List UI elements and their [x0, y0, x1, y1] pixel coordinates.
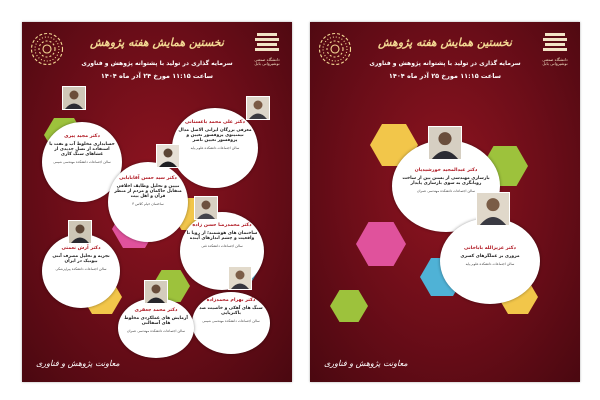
speaker-photo [476, 192, 510, 226]
speaker-card [440, 218, 540, 304]
poster-subtitle: سرمایه گذاری در تولید با پشتوانه پژوهش و فناوری [369, 60, 521, 67]
person-photo-icon [63, 87, 85, 109]
speaker-card [172, 108, 258, 188]
poster-footer: معاونت پژوهش و فناوری [36, 359, 120, 368]
speaker-photo [228, 266, 252, 290]
university-name: دانشگاه صنعتی نوشیروانی بابل [254, 57, 280, 67]
person-photo-icon [247, 97, 269, 119]
speaker-photo [194, 196, 218, 220]
speaker-venue: سالن اجتماعات دانشکده مهندسی شیمی [202, 319, 260, 324]
speaker-topic: سنگ های آهکی و خاصیت ضد باکتریایی [199, 305, 263, 316]
speaker-card [42, 234, 120, 308]
decor-hex-green [330, 290, 368, 322]
person-photo-icon [145, 281, 167, 303]
poster-time: ساعت ۱۱:۱۵ مورخ ۲۵ آذر ماه ۱۴۰۴ [388, 72, 502, 80]
speaker-name: دکتر عزیزالله باباخانی [463, 246, 516, 251]
speaker-venue: ساختمان خیام کلاس ۳ [132, 202, 164, 207]
poster-subtitle: سرمایه گذاری در تولید با پشتوانه پژوهش و فناوری [81, 60, 233, 67]
person-photo-icon [229, 267, 251, 289]
speaker-topic: مروری بر عملگرهای کسری [460, 253, 520, 259]
speaker-venue: سالن اجتماعات دانشکده علوم پایه [465, 261, 515, 266]
poster-right [310, 22, 580, 382]
speaker-topic: ساختمان های هوشمند؛ از رویا تا واقعیت و چشم اندازهای آینده [186, 230, 258, 241]
speaker-name: دکتر عبدالمجید خورشیدیان [414, 168, 478, 173]
speaker-venue: سالن اجتماعات دانشکده مهندسی شیمی [53, 160, 111, 165]
speaker-venue: سالن اجتماعات دانشکده مهندسی عمران [416, 189, 476, 194]
speaker-venue: سالن اجتماعات دانشکده فنی [201, 244, 243, 249]
speaker-name: دکتر آرش نعمتی [61, 246, 101, 251]
decor-hex-pink [356, 222, 406, 266]
speaker-photo [144, 280, 168, 304]
speaker-venue: سالن اجتماعات دانشکده پیراپزشکی [55, 267, 107, 272]
person-photo-icon [429, 127, 461, 159]
person-photo-icon [157, 145, 179, 167]
poster-title: نخستین همایش هفته پژوهش [378, 36, 512, 49]
poster-time: ساعت ۱۱:۱۵ مورخ ۲۴ آذر ماه ۱۴۰۴ [100, 72, 214, 80]
poster-footer: معاونت پژوهش و فناوری [324, 359, 408, 368]
speaker-name: دکتر محمد جعفری [134, 308, 178, 313]
speaker-topic: تجزیه و تحلیل مصرف آنتی بیوتیک در ایران [52, 253, 110, 264]
speaker-topic: معرفی بزرگان ایرانی الاصل مدال تیمنیتوی پروفسور تعیین و پروفسور تعیین ناصر [178, 127, 252, 144]
speaker-name: دکتر مجید پیری [64, 134, 100, 139]
speaker-topic: تبیین و تحلیل وظایف اخلاقی متقابل حاکمان و مردم از منظر قرآن و اهل بیت [114, 183, 182, 200]
person-photo-icon [477, 193, 509, 225]
speaker-venue: سالن اجتماعات دانشکده علوم پایه [190, 146, 240, 151]
university-name: دانشگاه صنعتی نوشیروانی بابل [542, 57, 568, 67]
speaker-topic: بازسازی مهندسی از بستن بین از ساخت روبانگری به سوی بازسازی پایدار [402, 175, 490, 186]
person-photo-icon [195, 197, 217, 219]
speaker-photo [428, 126, 462, 160]
speaker-photo [62, 86, 86, 110]
speaker-card [192, 292, 270, 354]
speaker-name: دکتر سید حسن آقابابایی [119, 176, 177, 181]
speaker-photo [246, 96, 270, 120]
poster-left [22, 22, 292, 382]
speaker-venue: سالن اجتماعات دانشکده مهندسی عمران [126, 329, 186, 334]
speaker-card [118, 298, 194, 358]
speaker-name: دکتر محمدرضا حسن زاده [192, 223, 252, 228]
poster-title: نخستین همایش هفته پژوهش [90, 36, 224, 49]
speaker-card [108, 162, 188, 242]
person-photo-icon [69, 221, 91, 243]
speaker-name: دکتر بهرام محمدزاده [206, 298, 256, 303]
speaker-name: دکتر علی محمد باغستانی [185, 120, 245, 125]
speaker-photo [68, 220, 92, 244]
speaker-photo [156, 144, 180, 168]
speaker-topic: آزمایش های عملکردی مخلوط های آسفالتی [124, 315, 188, 326]
speaker-topic: حسابداری مخلوط آب و نفت با استفاده از نسل جدیدی از غشاهای سنگ کاری [49, 141, 115, 158]
